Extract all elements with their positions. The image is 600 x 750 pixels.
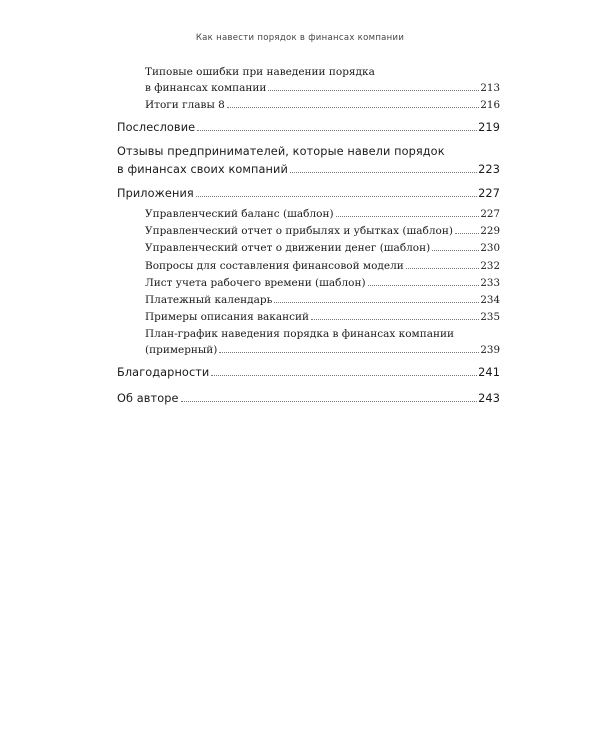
dot-leader [368, 284, 480, 286]
dot-leader [197, 129, 477, 131]
toc-entry-vacancy-examples [117, 311, 500, 327]
toc-entry-typical-mistakes [117, 66, 500, 98]
dot-leader [290, 171, 477, 173]
toc-entry-about-author [117, 392, 500, 410]
toc-page-number: 227 [480, 208, 500, 220]
dot-leader [274, 301, 479, 303]
dot-leader [181, 400, 478, 402]
dot-leader [227, 106, 480, 108]
toc-page-number: 213 [480, 82, 500, 94]
toc-page-number: 234 [480, 294, 500, 306]
toc-entry-management-balance [117, 208, 500, 224]
dot-leader [211, 374, 477, 376]
toc-page-number: 235 [480, 311, 500, 323]
toc-entry-payment-calendar [117, 294, 500, 310]
dot-leader [311, 318, 479, 320]
toc-page-number: 241 [478, 366, 500, 379]
toc-entry-text: в финансах компании [145, 82, 267, 94]
toc-page-number: 229 [480, 225, 500, 237]
toc-page-number: 239 [480, 344, 500, 356]
toc-entry-text: Платежный календарь [145, 294, 273, 306]
toc-entry-text: Послесловие [117, 121, 196, 134]
toc-page-number: 233 [480, 277, 500, 289]
toc-entry-cash-flow-report [117, 242, 500, 258]
toc-page-number: 243 [478, 392, 500, 405]
toc-page-number: 223 [478, 163, 500, 176]
toc-entry-afterword [117, 121, 500, 139]
toc-entry-text: План-график наведения порядка в финансах компании [145, 328, 454, 340]
toc-page-number: 232 [480, 260, 500, 272]
toc-page-number: 227 [478, 187, 500, 200]
toc-entry-acknowledgements [117, 366, 500, 384]
toc-entry-chapter-8-summary [117, 99, 500, 115]
toc-entry-text: Отзывы предпринимателей, которые навели порядок [117, 145, 445, 158]
toc-entry-text: Об авторе [117, 392, 179, 405]
toc-entry-text: (примерный) [145, 344, 218, 356]
toc-entry-financial-model-questions [117, 260, 500, 276]
toc-entry-text: Управленческий отчет о движении денег (шаблон) [145, 242, 431, 254]
toc-entry-timesheet [117, 277, 500, 293]
dot-leader [196, 195, 477, 197]
dot-leader [432, 249, 479, 251]
toc-entry-text: Вопросы для составления финансовой модели [145, 260, 404, 272]
toc-entry-appendices [117, 187, 500, 205]
dot-leader [406, 267, 480, 269]
dot-leader [268, 89, 479, 91]
toc-entry-text: Лист учета рабочего времени (шаблон) [145, 277, 366, 289]
running-header: Как навести порядок в финансах компании [195, 33, 405, 43]
toc-entry-text: Благодарности [117, 366, 210, 379]
toc-page-number: 216 [480, 99, 500, 111]
toc-entry-text: Итоги главы 8 [145, 99, 225, 111]
dot-leader [455, 232, 479, 234]
toc-page-number: 230 [480, 242, 500, 254]
toc-entry-text: Примеры описания вакансий [145, 311, 309, 323]
toc-entry-text: Управленческий баланс (шаблон) [145, 208, 334, 220]
dot-leader [336, 215, 480, 217]
toc-entry-schedule-plan [117, 328, 500, 360]
toc-entry-text: Типовые ошибки при наведении порядка [145, 66, 375, 78]
toc-entry-text: в финансах своих компаний [117, 163, 288, 176]
toc-entry-profit-loss-report [117, 225, 500, 241]
toc-entry-entrepreneur-reviews [117, 145, 500, 181]
dot-leader [219, 351, 479, 353]
toc-entry-text: Приложения [117, 187, 194, 200]
toc-page-number: 219 [478, 121, 500, 134]
toc-entry-text: Управленческий отчет о прибылях и убытках (шаблон) [145, 225, 453, 237]
